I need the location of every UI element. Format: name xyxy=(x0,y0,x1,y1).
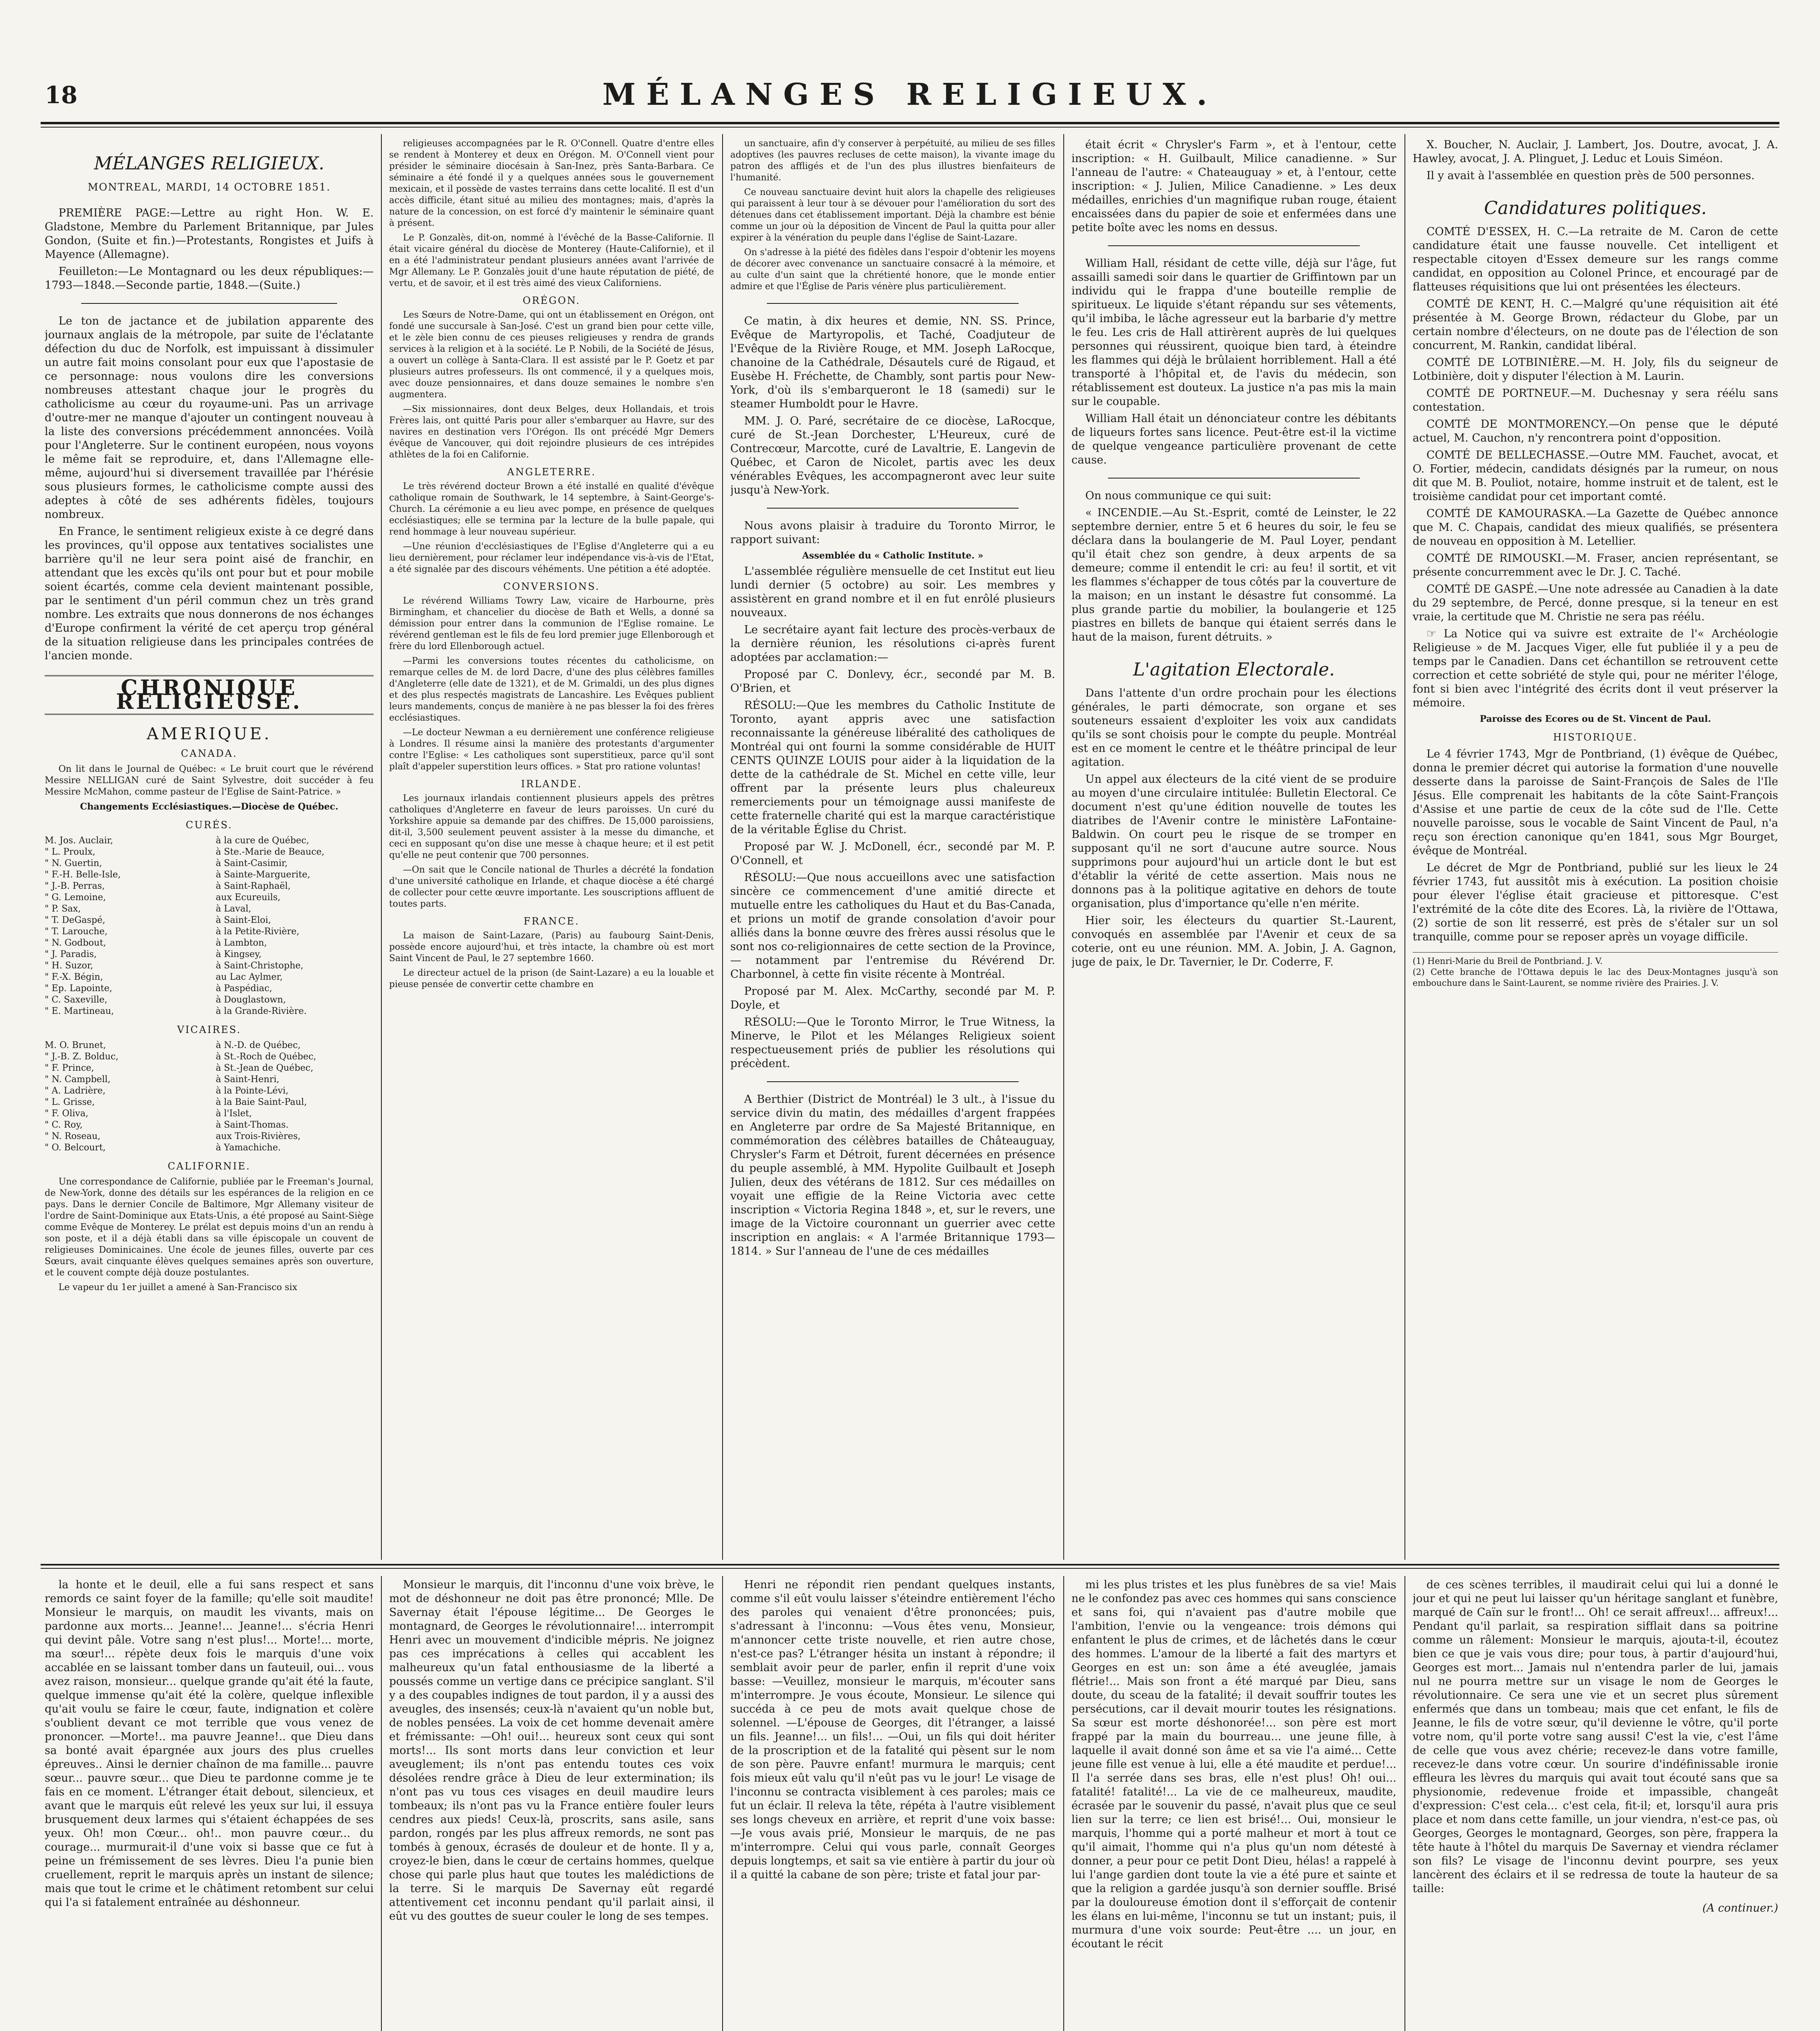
article-paragraph: Ce nouveau sanctuaire devint huit alors la chapelle des religieuses qui paraissent à leur tour à se dévouer pour l'amélioration du sort des détenues dans cet établissement important. Déjà la chambre est bénie comme un jour où la déposition de Vincent de Paul la quitta pour aller expirer à la vénération du peuple dans l'église de Saint-Lazare. xyxy=(730,187,1055,243)
column-3 xyxy=(730,138,1055,1556)
oregon-heading: ORÉGON. xyxy=(522,295,581,306)
article-paragraph: COMTÉ DE BELLECHASSE.—Outre MM. Fauchet, avocat, et O. Fortier, médecin, candidats désignés par la rumeur, on nous dit que M. B. Pouliot, notaire, homme instruit et de talent, est le troisième candidat pour cet important comté. xyxy=(1413,449,1778,503)
clergy-name: " F.-X. Bégin, xyxy=(45,972,103,982)
article-paragraph: COMTÉ DE KENT, H. C.—Malgré qu'une réquisition ait été présentée à M. George Brown, rédacteur du Globe, par un certain nombre d'électeurs, on ne doute pas de l'élection de son concurrent, M. Rankin, candidat libéral. xyxy=(1413,298,1778,352)
angleterre-heading: ANGLETERRE. xyxy=(507,466,596,478)
parish-assignment: à Saint-Eloi, xyxy=(216,915,271,925)
article-paragraph: Le secrétaire ayant fait lecture des procès-verbaux de la dernière réunion, les résolutions ci-après furent adoptées par acclamation:— xyxy=(730,624,1055,664)
parish-assignment: à Ste.-Marie de Beauce, xyxy=(216,847,325,857)
article-paragraph: COMTÉ DE GASPÉ.—Une note adressée au Canadien à la date du 29 septembre, de Percé, donne presque, si la teneur en est vraie, la certitude que M. Christie ne sera pas réélu. xyxy=(1413,583,1778,623)
article-paragraph: Les Sœurs de Notre-Dame, qui ont un établissement en Orégon, ont fondé une succursale à San-José. C'est un grand bien pour cette ville, et le zèle bien connu de ces pieuses religieuses y rendra de grands services à la religion et à la société. Le P. Nobili, de la Société de Jésus, a ouvert un collège à Santa-Clara. Il est assisté par le P. Goetz et par plusieurs autres professeurs. Ils ont commencé, il y a quelques mois, avec douze pensionnaires, et dans douze semaines le nombre s'en augmentera. xyxy=(389,310,714,400)
parish-assignment: à l'Islet, xyxy=(216,1109,252,1119)
article-paragraph: religieuses accompagnées par le R. O'Connell. Quatre d'entre elles se rendent à Monterey et deux en Orégon. M. O'Connell vient pour présider le séminaire diocésain à San-Inez, près Santa-Barbara. Ce séminaire a été fondé il y a quelques années sous le gouvernement mexicain, et il possède de vastes terrains dans cette localité. Il est d'un accès difficile, étant situé au milieu des montagnes; mais, d'après la nature de la concession, on est forcé d'y maintenir le séminaire quant à présent. xyxy=(389,139,714,228)
article-paragraph: COMTÉ DE PORTNEUF.—M. Duchesnay y sera réélu sans contestation. xyxy=(1413,387,1778,414)
list-item xyxy=(45,960,374,972)
list-item xyxy=(45,847,374,858)
article-paragraph: « INCENDIE.—Au St.-Esprit, comté de Leinster, le 22 septembre dernier, entre 5 et 6 heures du soir, le feu se déclara dans la boulangerie de M. Paul Loyer, pendant qu'il était chez son gendre, à deux arpents de sa demeure; comme il entendit le cri: au feu! il sortit, et vit les flammes s'échapper de tous côtés par la couverture de la maison; en un instant le désastre fut consommé. La plus grande partie du mobilier, la boulangerie et 125 piastres en billets de banque qui étaient serrés dans le haut de la maison, furent détruits. » xyxy=(1071,507,1396,643)
article-paragraph: était écrit « Chrysler's Farm », et à l'entour, cette inscription: « H. Guilbault, Milice canadienne. » Sur l'anneau de l'autre: « Chateauguay » et, à l'entour, cette inscription: « J. Julien, Milice Canadienne. » Les deux médailles, enrichies d'un magnifique ruban rouge, étaient encaissées dans du papier de soie et enfermées dans une petite boîte avec les noms en dessus. xyxy=(1071,139,1396,234)
article-paragraph: Le directeur actuel de la prison (de Saint-Lazare) a eu la louable et pieuse pensée de convertir cette chambre en xyxy=(389,968,714,990)
feuilleton-text: Henri ne répondit rien pendant quelques instants, comme s'il eût voulu laisser s'éteindre entièrement l'écho des paroles qui venaient d'être prononcées; puis, s'adressant à l'inconnu: —Vous êtes venu, Monsieur, m'annoncer cette triste nouvelle, et rien autre chose, n'est-ce pas? L'étranger hésita un instant à répondre; il semblait avoir peur de parler, enfin il reprit d'une voix basse: —Veuillez, monsieur le marquis, m'écouter sans m'interrompre. Je vous écoute, Monsieur. Le silence qui succéda à ce peu de mots avait quelque chose de solennel. —L'épouse de Georges, dit l'étranger, a laissé un fils. Jeanne!... un fils!... —Oui, un fils qui doit hériter de la proscription et de la fatalité qui pèsent sur le nom de son père. Pauvre enfant! murmura le marquis; cent fois mieux eût valu qu'il n'eût pas vu le jour! Le visage de l'inconnu se contracta visiblement à ces paroles; mais ce fut un éclair. Il releva la tête, répéta à l'autre visiblement ses longs cheveux en arrière, et reprit d'une voix basse: —Je vous avais prié, Monsieur le marquis, de ne pas m'interrompre. Celui qui vous parle, connaît Georges depuis longtemps, et sait sa vie entière à partir du jour où il a quitté la cabane de son père; triste et fatal jour par- xyxy=(730,1578,1055,1881)
list-item xyxy=(45,1119,374,1131)
article-paragraph: Le révérend Williams Towry Law, vicaire de Harbourne, près Birmingham, et chancelier du diocèse de Bath et Wells, a donné sa démission pour entrer dans la communion de l'Eglise romaine. Le révérend gentleman est le fils de feu lord premier juge Ellenborough et frère du lord Ellenborough actuel. xyxy=(389,596,714,652)
article-paragraph: —Six missionnaires, dont deux Belges, deux Hollandais, et trois Frères lais, ont quitté Paris pour aller s'embarquer au Havre, sur des navires en destination vers l'Orégon. Ils ont précédé Mgr Demers évêque de Vancouver, qui doit rejoindre plusieurs de ces intrépides athlètes de la foi en Californie. xyxy=(389,404,714,460)
pointing-hand-icon: ☞ xyxy=(1426,628,1437,640)
clergy-name: " A. Ladrière, xyxy=(45,1086,106,1096)
divider xyxy=(1108,245,1360,246)
clergy-name: " J.-B. Z. Bolduc, xyxy=(45,1052,119,1062)
parish-assignment: à Saint-Henri, xyxy=(216,1074,279,1085)
feuilleton-column-5 xyxy=(1413,1578,1778,2031)
column-rule xyxy=(381,1576,382,2031)
amerique-heading: AMERIQUE. xyxy=(147,725,272,743)
clergy-name: " O. Belcourt, xyxy=(45,1143,106,1153)
parish-assignment: à Saint-Thomas. xyxy=(216,1120,289,1130)
masthead-rule-thin xyxy=(41,127,1779,128)
divider xyxy=(81,303,337,304)
feuilleton-text: Monsieur le marquis, dit l'inconnu d'une voix brève, le mot de déshonneur ne doit pas être prononcé; Mlle. De Savernay était l'épouse légitime... De Georges le montagnard, de Georges le révolutionnaire!... interrompit Henri avec un mouvement d'indicible mépris. Ne joignez pas ces imprécations à celles qui accablent les malheureux qu'un fatal enthousiasme de la liberté a poussés comme un vertige dans ce précipice sanglant. S'il y a des coupables indignes de tout pardon, il y a aussi des aveugles, des insensés; ceux-là n'avaient qu'un noble but, de nobles pensées. La voix de cet homme devenait amère et frémissante: —Oh! oui!... heureux sont ceux qui sont morts!... Ils sont morts dans leur conviction et leur aveuglement; ils n'ont pas entendu toutes ces voix désolées rendre grâce à Dieu de leur extermination; ils n'ont pas vu tous ces visages en deuil maudire leurs tombeaux; ils n'ont pas vu la France entière fouler leurs cendres aux pieds! Ceux-là, proscrits, sans asile, sans pardon, rongés par les plus affreux remords, ne sont pas tombés à genoux, écrasés de douleur et de honte. Il y a, croyez-le bien, dans le cœur de certains hommes, quelque chose qui parle plus haut que toutes les malédictions de la terre. Si le marquis De Savernay eût regardé attentivement cet inconnu pendant qu'il parlait ainsi, il eût vu des gouttes de sueur couler le long de ses tempes. xyxy=(389,1578,714,1923)
list-item xyxy=(45,1131,374,1142)
feuilleton-text: de ces scènes terribles, il maudirait celui qui lui a donné le jour et qui ne peut lui laisser qu'un héritage sanglant et funèbre, marqué de Caïn sur le front!... Oh! ce serait affreux!... affreux!... Pendant qu'il parlait, sa respiration sifflait dans sa poitrine comme un râlement: Monsieur le marquis, ajouta-t-il, écoutez bien ce que je vais vous dire; pour tous, à partir d'aujourd'hui, Georges est mort... Jamais nul n'entendra parler de lui, jamais nul ne pourra mettre sur un visage le nom de Georges le révolutionnaire. Ce sera une vie et un secret plus sûrement enfermés que dans un tombeau; mais que cet enfant, le fils de Jeanne, le fils de votre sœur, qu'il devienne le vôtre, qu'il porte votre nom, qu'il porte votre sang aussi! C'est la vie, c'est l'âme de celle que vous avez chérie; recevez-le dans votre famille, recevez-le dans votre cœur. Un sourire d'indéfinissable ironie effleura les lèvres du marquis qui avait tout écouté sans que sa physionomie, redevenue froide et impassible, changeât d'expression: C'est cela... c'est cela, fit-il; et, lorsqu'il aura pris place et nom dans cette famille, un jour viendra, n'est-ce pas, où Georges, Georges le montagnard, Georges, son père, frappera la tête haute à l'hôtel du marquis De Savernay et viendra réclamer son fils? Le visage de l'inconnu devint pourpre, ses yeux lancèrent des éclairs et il se redressa de toute la hauteur de sa taille: xyxy=(1413,1578,1778,1895)
column-rule xyxy=(381,134,382,1560)
article-paragraph: un sanctuaire, afin d'y conserver à perpétuité, au milieu de ses filles adoptives (les pauvres recluses de cette maison), la vivante image du patron des affligés et de l'un des plus illustres bienfaiteurs de l'humanité. xyxy=(730,139,1055,183)
article-paragraph: On nous communique ce qui suit: xyxy=(1085,489,1272,502)
clergy-name: " C. Saxeville, xyxy=(45,995,108,1005)
list-item xyxy=(45,1097,374,1108)
section-title: MÉLANGES RELIGIEUX. xyxy=(94,153,325,174)
list-item xyxy=(45,835,374,847)
list-item xyxy=(45,881,374,892)
clergy-name: " P. Sax, xyxy=(45,904,81,914)
article-paragraph: COMTÉ D'ESSEX, H. C.—La retraite de M. Caron de cette candidature était une fausse nouvelle. Cet intelligent et respectable citoyen d'Essex demeure sur les rangs comme candidat, en opposition au Colonel Prince, et encouragé par de flatteuses réquisitions que lui ont présentées les électeurs. xyxy=(1413,225,1778,293)
footnotes xyxy=(1413,952,1778,989)
candidatures-title: Candidatures politiques. xyxy=(1484,198,1707,219)
article-paragraph: On s'adresse à la piété des fidèles dans l'espoir d'obtenir les moyens de décorer avec convenance un sanctuaire consacré à la mémoire, et au culte d'un saint que la chrétienté honore, que le monde entier admire et que l'Église de Paris vénère plus particulièrement. xyxy=(730,247,1055,292)
clergy-name: " T. Larouche, xyxy=(45,927,108,937)
article-paragraph: Le P. Gonzalès, dit-on, nommé à l'évêché de la Basse-Californie. Il était vicaire général du diocèse de Monterey (Haute-Californie), et il en a été l'administrateur pendant plusieurs années avant l'arrivée de Mgr Allemany. Le P. Gonzalès jouit d'une haute réputation de piété, de vertu, et de savoir, et il est très aimé des vieux Californiens. xyxy=(389,233,714,288)
parish-assignment: à la Petite-Rivière, xyxy=(216,927,300,937)
article-paragraph: Le ton de jactance et de jubilation apparente des journaux anglais de la métropole, par suite de l'éclatante défection du duc de Norfolk, est impuissant à dissimuler un autre fait moins consolant pour eux que l'apostasie de ce personnage: nous voulons dire les conversions nombreuses attestant chaque jour le progrès du catholicisme au cœur du royaume-uni. Pas un arrivage d'outre-mer ne manque d'ajouter un contingent nouveau à la liste des conversions précédemment annoncées. Voilà pour l'Angleterre. Sur le continent européen, nous voyons le même fait se reproduire, et, dans l'Allemagne elle-même, aujourd'hui si diversement travaillée par l'hérésie sous plusieurs formes, le catholicisme compte aussi des adeptes à côté de ses adhérents fidèles, toujours nombreux. xyxy=(45,315,374,521)
article-paragraph: Les journaux irlandais contiennent plusieurs appels des prêtres catholiques d'Angleterre en faveur de leurs paroisses. Un curé du Yorkshire appuie sa demande par des chiffres. De 15,000 paroissiens, dit-il, 3,500 seulement peuvent assister à la messe du dimanche, et ceci en supposant qu'on dise une messe à chaque heure; et il est petit qu'elle ne peut contenir que 700 personnes. xyxy=(389,793,714,860)
article-paragraph: COMTÉ DE LOTBINIÈRE.—M. H. Joly, fils du seigneur de Lotbinière, doit y disputer l'élection à M. Laurin. xyxy=(1413,356,1778,383)
clergy-name: " N. Roseau, xyxy=(45,1131,101,1141)
clergy-name: " C. Roy, xyxy=(45,1120,83,1130)
list-item xyxy=(45,892,374,903)
list-item xyxy=(45,1051,374,1063)
divider xyxy=(1108,478,1360,479)
divider xyxy=(767,303,1019,304)
canada-heading: CANADA. xyxy=(181,748,238,759)
parish-assignment: à St.-Roch de Québec, xyxy=(216,1052,316,1062)
article-paragraph: En France, le sentiment religieux existe à ce degré dans les provinces, qu'il oppose aux tentatives socialistes une barrière qu'il ne leur sera point aisé de franchir, en attendant que les excès qu'ils ont pour but et pour mobile soient écartés, comme cela devient maintenant possible, par le sentiment d'un péril commun chez un très grand nombre. Les extraits que nous donnerons de nos échanges d'Europe confirment la vérité de cet aperçu trop général de la situation religieuse dans les principales contrées de l'ancien monde. xyxy=(45,525,374,662)
parish-assignment: à Saint-Casimir, xyxy=(216,858,288,868)
column-rule xyxy=(722,134,723,1560)
article-paragraph: Proposé par M. Alex. McCarthy, secondé par M. P. Doyle, et xyxy=(730,985,1055,1011)
feuilleton-column-3 xyxy=(730,1578,1055,2031)
article-paragraph: RÉSOLU:—Que le Toronto Mirror, le True Witness, la Minerve, le Pilot et les Mélanges Religieux soient respectueusement priés de publier les résolutions qui précèdent. xyxy=(730,1016,1055,1070)
parish-assignment: à Paspédiac, xyxy=(216,983,273,994)
clergy-name: " N. Godbout, xyxy=(45,938,106,948)
article-paragraph: —Une réunion d'ecclésiastiques de l'Eglise d'Angleterre qui a eu lieu dernièrement, pour réclamer leur indépendance vis-à-vis de l'Etat, a été signalée par des discours véhéments. Une pétition a été adoptée. xyxy=(389,541,714,574)
article-paragraph: Le très révérend docteur Brown a été installé en qualité d'évêque catholique romain de Southwark, le 14 septembre, à Saint-George's-Church. La cérémonie a eu lieu avec pompe, en présence de quelques ecclésiastiques; elle se termina par la lecture de la bulle papale, qui rend hommage à leur nouveau supérieur. xyxy=(389,481,714,537)
list-item xyxy=(45,949,374,960)
column-5 xyxy=(1413,138,1778,1556)
clergy-name: M. O. Brunet, xyxy=(45,1040,106,1050)
article-paragraph: RÉSOLU:—Que les membres du Catholic Institute de Toronto, ayant appris avec une satisfaction reconnaissante la généreuse libéralité des catholiques de Montréal qui ont fourni la somme considérable de HUIT CENTS QUINZE LOUIS pour aider à la liquidation de la dette de la cathédrale de St. Michel en cette ville, leur offrent par la présente leurs plus chaleureux remerciements pour un témoignage aussi manifeste de cette fraternelle charité qui est la marque caractéristique de la véritable Église du Christ. xyxy=(730,699,1055,836)
article-paragraph: Dans l'attente d'un ordre prochain pour les élections générales, le parti démocrate, son organe et ses souteneurs essaient d'exploiter les voix aux candidats qu'ils se sont choisis pour le compte du peuple. Montréal est en ce moment le centre et le théâtre principal de leur agitation. xyxy=(1071,687,1396,769)
summary-feuilleton: Feuilleton:—Le Montagnard ou les deux républiques:—1793—1848.—Seconde partie, 1848.—(Suite.) xyxy=(45,265,374,292)
article-paragraph: William Hall, résidant de cette ville, déjà sur l'âge, fut assailli samedi soir dans le quartier de Griffintown par un individu qui le frappa d'une bouteille remplie de spiritueux. Le liquide s'étant répandu sur ses vêtements, qu'il imbiba, le lâche agresseur eut la barbarie d'y mettre le feu. Les cris de Hall attirèrent auprès de lui quelques personnes qui réussirent, quoique bien tard, à éteindre les flammes qui déjà le brûlaient horriblement. Hall a été transporté à l'hôpital et, de l'avis du médecin, son rétablissement est douteux. La justice n'a pas mis la main sur le coupable. xyxy=(1071,257,1396,408)
column-1 xyxy=(45,138,374,1556)
list-item xyxy=(45,858,374,869)
clergy-name: " N. Guertin, xyxy=(45,858,102,868)
clergy-name: " L. Grisse, xyxy=(45,1097,95,1107)
clergy-name: " F.-H. Belle-Isle, xyxy=(45,870,121,880)
clergy-name: " J.-B. Perras, xyxy=(45,881,105,891)
article-paragraph: A Berthier (District de Montréal) le 3 ult., à l'issue du service divin du matin, des médailles d'argent frappées en Angleterre par ordre de Sa Majesté Britannique, en commémoration des célèbres batailles de Châteauguay, Chrysler's Farm et Détroit, furent décernées en présence du peuple assemblé, à MM. Hypolite Guilbault et Joseph Julien, deux des vétérans de 1812. Sur ces médailles on voyait une effigie de la Reine Victoria avec cette inscription « Victoria Regina 1848 », et, sur le revers, une image de la Victoire couronnant un guerrier avec cette inscription en anglais: « A l'armée Britannique 1793—1814. » Sur l'anneau de l'une de ces médailles xyxy=(730,1093,1055,1258)
article-paragraph: Nous avons plaisir à traduire du Toronto Mirror, le rapport suivant: xyxy=(730,520,1055,546)
column-rule xyxy=(1063,134,1064,1560)
list-item xyxy=(45,1074,374,1085)
parish-assignment: à St.-Jean de Québec, xyxy=(216,1063,314,1073)
article-paragraph: Proposé par C. Donlevy, écr., secondé par M. B. O'Brien, et xyxy=(730,668,1055,695)
cures-list xyxy=(45,835,374,1017)
list-item xyxy=(45,903,374,915)
article-paragraph: COMTÉ DE KAMOURASKA.—La Gazette de Québec annonce que M. C. Chapais, candidat des mieux qualifiés, se présentera de nouveau en opposition à M. Letellier. xyxy=(1413,507,1778,548)
subheading: Changements Ecclésiastiques.—Diocèse de Québec. xyxy=(80,801,339,812)
article-paragraph: La maison de Saint-Lazare, (Paris) au faubourg Saint-Denis, possède encore aujourd'hui, et très intacte, la chambre où est mort Saint Vincent de Paul, le 27 septembre 1660. xyxy=(389,931,714,964)
parish-assignment: à Douglastown, xyxy=(216,995,286,1005)
article-paragraph: On lit dans le Journal de Québec: « Le bruit court que le révérend Messire NELLIGAN curé de Saint Sylvestre, doit succéder à feu Messire McMahon, comme pasteur de l'Eglise de Saint-Patrice. » xyxy=(45,764,374,797)
article-paragraph: RÉSOLU:—Que nous accueillons avec une satisfaction sincère ce commencement d'une amitié directe et mutuelle entre les catholiques du Haut et du Bas-Canada, et prions un motif de grande consolation d'avoir pour alliés dans la bonne œuvre des frères aussi résolus que le sont nos co-religionnaires de cette section de la Province, — notamment par l'entremise du Révérend Dr. Charbonnel, à cette fin visite récente à Montréal. xyxy=(730,871,1055,981)
feuilleton-text: mi les plus tristes et les plus funèbres de sa vie! Mais ne le confondez pas avec ces hommes qui sans conscience et sans foi, qui n'avaient pas d'autre mobile que l'ambition, l'envie ou la vengeance: trois démons qui enfantent le plus de crimes, et de lâchetés dans le cœur des hommes. L'amour de la liberté a fait des martyrs et Georges en est un: son âme a été aveuglée, jamais flétrie!... Mais son front a été marqué par Dieu, sans doute, du sceau de la fatalité; il devait souffrir toutes les persécutions, car il devait mourir toutes les résignations. Sa sœur est morte déshonorée!... son père est mort frappé par la main du bourreau... une jeune fille, à laquelle il avait donné son âme et sa vie l'a aimé... Cette jeune fille est venue à lui, elle a été maudite et perdue!... Il l'a serrée dans ses bras, elle n'est plus! Oh! oui... fatalité! fatalité!... La vie de ce malheureux, maudite, écrasée par le souvenir du passé, n'avait plus que ce seul lien sur la terre; ce lien est brisé!... Oui, monsieur le marquis, l'homme qui a porté malheur et mort à tout ce qu'il aimait, l'homme qui n'a plus qu'un nom détesté à donner, a peur pour ce petit Dont Dieu, hélas! a rappelé à lui l'ange gardien dont toute la vie a été pure et sainte et que la religion a gardée jusqu'à son dernier souffle. Brisé par la douloureuse émotion dont il s'efforçait de contenir les élans en lui-même, l'inconnu se tut un instant; puis, il murmura d'une voix sourde: Peut-être .... un jour, en écoutant le récit xyxy=(1071,1578,1396,1950)
masthead-title: MÉLANGES RELIGIEUX. xyxy=(602,77,1218,112)
parish-assignment: à Sainte-Marguerite, xyxy=(216,870,310,880)
divider xyxy=(767,1081,1019,1082)
list-item xyxy=(45,983,374,994)
list-item xyxy=(45,869,374,881)
article-paragraph: COMTÉ DE RIMOUSKI.—M. Fraser, ancien représentant, se présente concurremment avec le Dr. J. C. Taché. xyxy=(1413,552,1778,578)
parish-assignment: à Lambton, xyxy=(216,938,267,948)
list-item xyxy=(45,1085,374,1097)
article-paragraph: Le vapeur du 1er juillet a amené à San-Francisco six xyxy=(58,1282,297,1293)
vicaires-heading: VICAIRES. xyxy=(177,1024,241,1035)
clergy-name: " J. Paradis, xyxy=(45,949,97,959)
column-rule xyxy=(722,1576,723,2031)
article-paragraph: Un appel aux électeurs de la cité vient de se produire au moyen d'une circulaire intitulée: Bulletin Electoral. Ce document n'est qu'une édition nouvelle de toutes les diatribes de l'Avenir contre le ministère LaFontaine-Baldwin. On court peu le risque de se tromper en supposant qu'il ne sort d'aucune autre source. Nous supprimons pour aujourd'hui un article dont le but est d'établir la vérité de cette assertion. Mais nous ne donnons pas à la politique agitative en dehors de toute organisation, plus d'importance qu'elle n'en mérite. xyxy=(1071,773,1396,910)
list-item xyxy=(45,994,374,1006)
subheading: Paroisse des Ecores ou de St. Vincent de Paul. xyxy=(1480,714,1711,724)
clergy-name: " G. Lemoine, xyxy=(45,892,106,903)
parish-assignment: à Saint-Raphaël, xyxy=(216,881,291,891)
article-paragraph: —On sait que le Concile national de Thurles a décrété la fondation d'une université catholique en Irlande, et chaque diocèse a été chargé de collecter pour cette œuvre importante. Les souscriptions affluent de toutes parts. xyxy=(389,865,714,909)
notice-text: La Notice qui va suivre est extraite de l'« Archéologie Religieuse » de M. Jacques Viger, elle fut publiée il y a peu de temps par le Canadien. Dans cet échantillon se retrouvent cette correction et cette sobriété de style qui, pour ne mériter l'éloge, font si bien avec l'intégrité des écrits dont il veut préserver la mémoire. xyxy=(1413,628,1778,709)
clergy-name: " E. Martineau, xyxy=(45,1006,114,1016)
vicaires-list xyxy=(45,1040,374,1154)
column-rule xyxy=(1063,1576,1064,2031)
list-item xyxy=(45,1040,374,1051)
feuilleton-rule xyxy=(41,1564,1779,1565)
parish-assignment: à Yamachiche. xyxy=(216,1143,281,1153)
clergy-name: " H. Suzor, xyxy=(45,961,93,971)
article-paragraph: Ce matin, à dix heures et demie, NN. SS. Prince, Evêque de Martyropolis, et Taché, Coadjuteur de l'Evêque de la Rivière Rouge, et MM. Joseph LaRocque, chanoine de la Cathédrale, Désautels curé de Rigaud, et Eusèbe H. Fréchette, de Chambly, sont partis pour New-York, d'où ils s'embarqueront le 18 (samedi) sur le steamer Humboldt pour le Havre. xyxy=(730,315,1055,410)
article-paragraph: L'assemblée régulière mensuelle de cet Institut eut lieu lundi dernier (5 octobre) au soir. Les membres y assistèrent en grand nombre et il en fut enrôlé plusieurs nouveaux. xyxy=(730,565,1055,619)
column-4 xyxy=(1071,138,1396,1556)
page-number: 18 xyxy=(45,81,78,109)
column-rule xyxy=(1404,1576,1405,2031)
feuilleton-column-1 xyxy=(45,1578,374,2031)
article-paragraph: —Le docteur Newman a eu dernièrement une conférence religieuse à Londres. Il résume ainsi la manière des protestants d'argumenter contre l'Eglise: « Les catholiques sont superstitieux, parce qu'il sont plaît d'appeler superstition leurs offices. » Stat pro ratione voluntas! xyxy=(389,728,714,772)
article-paragraph: COMTÉ DE MONTMORENCY.—On pense que le député actuel, M. Cauchon, n'y rencontrera point d'opposition. xyxy=(1413,418,1778,444)
clergy-name: M. Jos. Auclair, xyxy=(45,836,113,846)
article-paragraph: X. Boucher, N. Auclair, J. Lambert, Jos. Doutre, avocat, J. A. Hawley, avocat, J. A. Plinguet, J. Leduc et Louis Siméon. xyxy=(1413,139,1778,165)
footnote: (1) Henri-Marie du Breil de Pontbriand. J. V. xyxy=(1413,956,1603,966)
article-paragraph xyxy=(1413,627,1778,710)
parish-assignment: à la Baie Saint-Paul, xyxy=(216,1097,307,1107)
clergy-name: " F. Oliva, xyxy=(45,1109,89,1119)
clergy-name: " F. Prince, xyxy=(45,1063,94,1073)
parish-assignment: aux Ecureuils, xyxy=(216,892,281,903)
list-item xyxy=(45,1142,374,1154)
clergy-name: " T. DeGaspé, xyxy=(45,915,106,925)
list-item xyxy=(45,915,374,926)
irlande-heading: IRLANDE. xyxy=(521,778,582,790)
feuilleton-rule-thin xyxy=(41,1568,1779,1569)
parish-assignment: au Lac Aylmer, xyxy=(216,972,283,982)
list-item xyxy=(45,926,374,938)
historique-heading: HISTORIQUE. xyxy=(1553,732,1638,743)
clergy-name: " L. Proulx, xyxy=(45,847,95,857)
article-paragraph: Le décret de Mgr de Pontbriand, publié sur les lieux le 24 février 1743, fut aussitôt mis à exécution. La position choisie pour élever l'église était gracieuse et pittoresque. C'est l'extrémité de la côte dite des Ecores. Là, la rivière de l'Ottawa, (2) sortie de son lit resserré, est près de s'étaler sur un sol tranquille, comme pour se reposer après un voyage difficile. xyxy=(1413,862,1778,943)
footnote: (2) Cette branche de l'Ottawa depuis le lac des Deux-Montagnes jusqu'à son embouchure dans le Saint-Laurent, se nomme rivière des Prairies. J. V. xyxy=(1413,967,1778,988)
conversions-heading: CONVERSIONS. xyxy=(503,581,600,592)
californie-heading: CALIFORNIE. xyxy=(167,1161,251,1172)
france-heading: FRANCE. xyxy=(524,916,580,927)
article-paragraph: Hier soir, les électeurs du quartier St.-Laurent, convoqués en assemblée par l'Avenir et ceux de sa coterie, ont eu une réunion. MM. A. Jobin, J. A. Gagnon, juge de paix, le Dr. Tavernier, le Dr. Coderre, F. xyxy=(1071,914,1396,968)
list-item xyxy=(45,1063,374,1074)
article-paragraph: Il y avait à l'assemblée en question près de 500 personnes. xyxy=(1426,169,1755,182)
article-paragraph: —Parmi les conversions toutes récentes du catholicisme, on remarque celles de M. de lord Dacre, d'une des plus célèbres familles d'Angleterre (elle date de 1321), et de M. Grimaldi, un des plus dignes et des plus respectés magistrats de Lancashire. Les Evêques publient leurs mandements, conçus de manière à ne pas blesser la foi des frères ecclésiastiques. xyxy=(389,656,714,723)
parish-assignment: à la cure de Québec, xyxy=(216,836,309,846)
feuilleton-column-2 xyxy=(389,1578,714,2031)
subheading: Assemblée du « Catholic Institute. » xyxy=(802,550,983,561)
feuilleton-column-4 xyxy=(1071,1578,1396,2031)
parish-assignment: à la Grande-Rivière. xyxy=(216,1006,307,1016)
parish-assignment: à Laval, xyxy=(216,904,251,914)
parish-assignment: à la Pointe-Lévi, xyxy=(216,1086,289,1096)
clergy-name: " Ep. Lapointe, xyxy=(45,983,113,994)
list-item xyxy=(45,972,374,983)
chronique-title: CHRONIQUE RELIGIEUSE. xyxy=(45,675,374,715)
article-paragraph: Proposé par W. J. McDonell, écr., secondé par M. P. O'Connell, et xyxy=(730,840,1055,867)
agitation-title: L'agitation Electorale. xyxy=(1133,659,1335,680)
article-paragraph: Le 4 février 1743, Mgr de Pontbriand, (1) évêque de Québec, donna le premier décret qui autorise la formation d'une nouvelle desserte dans la paroisse de Saint-François de Sales de l'Ile Jésus. Elle comprenait les habitants de la côte Saint-François d'Assise et une partie de ceux de la côte sud de l'Ile. Cette nouvelle paroisse, sous le vocable de Saint Vincent de Paul, n'a reçu son érection canonique qu'en 1841, sous Mgr Bourget, évêque de Montréal. xyxy=(1413,748,1778,857)
dateline: MONTREAL, MARDI, 14 OCTOBRE 1851. xyxy=(87,181,331,193)
feuilleton-text: la honte et le deuil, elle a fui sans respect et sans remords ce saint foyer de la famille; qu'elle soit maudite! Monsieur le marquis, on maudit les vivants, mais on pardonne aux morts... Jeanne!... Jeanne!... s'écria Henri qui devint pâle. Votre sang n'est plus!... Morte!... morte, ma sœur!... répète deux fois le marquis d'une voix accablée en se laissant tomber dans un fauteuil, oui... vous avez raison, monsieur... quelque grande qu'ait été la faute, quelque immense qu'ait été la colère, quelque inflexible qu'ait voulu se faire le cœur, faute, indignation et colère s'oublient devant ce mot terrible que vous venez de prononcer. —Morte!.. ma pauvre Jeanne!.. que Dieu dans sa bonté avait épargnée aux jours des plus cruelles épreuves.. Ainsi le dernier chaînon de ma famille... pauvre sœur... pauvre sœur... que Dieu te pardonne comme je te fais en ce moment. L'étranger était debout, silencieux, et avant que le marquis eût relevé les yeux sur lui, il essuya brusquement deux larmes qui s'étaient échappées de ses yeux. Oh! mon Cœur... oh!.. mon pauvre cœur... du courage... murmurait-il d'une voix si basse que ce fut à peine un frémissement de ses lèvres. Dieu l'a punie bien cruellement, reprit le marquis après un instant de silence; mais que tout le crime et le châtiment retombent sur celui qui l'a si fatalement entraînée au déshonneur. xyxy=(45,1578,374,1909)
divider xyxy=(767,508,1019,509)
parish-assignment: à N.-D. de Québec, xyxy=(216,1040,301,1050)
to-be-continued: (A continuer.) xyxy=(1702,1902,1778,1914)
article-paragraph: William Hall était un dénonciateur contre les débitants de liqueurs fortes sans licence. Peut-être est-il la victime de quelque vengeance particulière provenant de cette cause. xyxy=(1071,412,1396,466)
parish-assignment: à Saint-Christophe, xyxy=(216,961,304,971)
parish-assignment: aux Trois-Rivières, xyxy=(216,1131,301,1141)
list-item xyxy=(45,1006,374,1017)
summary-first-page: PREMIÈRE PAGE:—Lettre au right Hon. W. E. Gladstone, Membre du Parlement Britannique, par Jules Gondon, (Suite et fin.)—Protestants, Rongistes et Juifs à Mayence (Allemagne). xyxy=(45,207,374,261)
clergy-name: " N. Campbell, xyxy=(45,1074,111,1085)
list-item xyxy=(45,938,374,949)
column-rule xyxy=(1404,134,1405,1560)
parish-assignment: à Kingsey, xyxy=(216,949,262,959)
cures-heading: CURÉS. xyxy=(186,819,233,831)
masthead-rule xyxy=(41,122,1779,124)
column-2 xyxy=(389,138,714,1556)
article-paragraph: MM. J. O. Paré, secrétaire de ce diocèse, LaRocque, curé de St.-Jean Dorchester, L'Heureux, curé de Contrecœur, Marcotte, curé de Lavaltrie, E. Langevin de Québec, et Caron de Nicolet, partis avec les deux vénérables Evêques, les accompagneront avec leur suite jusqu'à New-York. xyxy=(730,415,1055,496)
list-item xyxy=(45,1108,374,1119)
article-paragraph: Une correspondance de Californie, publiée par le Freeman's Journal, de New-York, donne des détails sur les espérances de la religion en ce pays. Dans le dernier Concile de Baltimore, Mgr Allemany visiteur de l'ordre de Saint-Dominique aux Etats-Unis, a été proposé au Saint-Siège comme Evêque de Monterey. Le prélat est depuis moins d'un an rendu à son poste, et il a déjà établi dans sa ville épiscopale un couvent de religieuses Dominicaines. Une école de jeunes filles, ouverte par ces Sœurs, avait cinquante élèves quelques semaines après son ouverture, et le couvent compte déjà douze postulantes. xyxy=(45,1177,374,1278)
